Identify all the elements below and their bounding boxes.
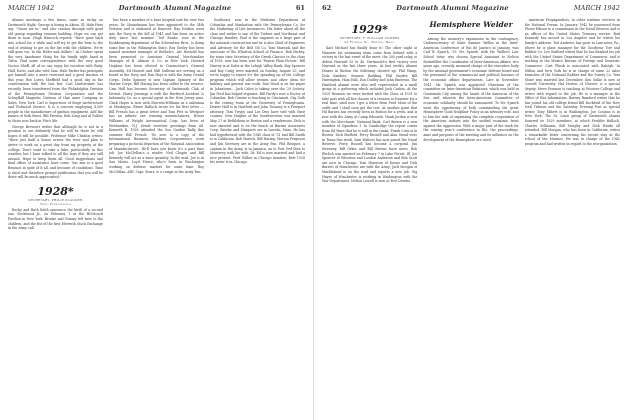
right-column-2 bbox=[423, 18, 518, 420]
right-month: MARCH 1942 bbox=[573, 4, 620, 12]
left-month: MARCH 1942 bbox=[8, 4, 55, 12]
left-column-1 bbox=[8, 18, 103, 420]
class-1928-secretary: SECRETARY, PHILIP KLAUDER bbox=[28, 197, 83, 202]
right-running-head bbox=[322, 4, 620, 18]
class-1929-heading bbox=[322, 24, 417, 44]
left-column-3 bbox=[210, 18, 305, 420]
right-col3-text: American Propagandists, in other wartime services in the National Forum. In January 1942 he possessed from Phone Edison to a commission in the Naval Reserve and is an officer of the United States Treasury service. Bud Kennedy has moved to Los Angeles and he writes his family's address. Ted Andrews has gone to Lancaster, Pa., where he is plant manager for the Goodyear Tire and Rubber Co. Lee Stafford writes that he has finished his job with the United States Department of Commerce, and is working in the Mexico Bureau of Foreign and Domestic Commerce. Cart Plinsk is associated with Raleigh. In Milton and New York he is in charge of some 22 sales branches of the National Rubber and the Surety Co. Tom Stone was married last December. Ken Sulke is now at Cornell University. Hal Horton of Chester is a special deputy. Steve Pousson is teaching at Wooster College and writes with regard to the job. He is a manager in the Office of War Information. Barney Rumford writes that he has joined his old college friend Bill Rockford of the New York Tribune and the Saturday Evening Post as special writer. Tony Ebbett is in Washington; Joe Cosinus is in New York. The St. Louis group of Dartmouth alumni honored its 1929 members, at which Freddie Hallock, Charles Sellmann, Bill Murphy and Dick Weeks all attended. Bill Morgan, who has been in California, writes a remarkable letter concerning his recent stay at the school of the Marines. He was in charge of the 1942 program and had written in regard to the reorganization. bbox=[524, 18, 620, 147]
left-col1-bottom-text: George Brevoort writes that although he is not in a position to see definitely that he will be there he still hopes it will be possible. Professor Mike Chealon writes: "Have just built a house across the river and plan to arrive to work on a great day from my property at the college. Don't want to take a hike, particularly in this weather, but I have talked to all the boys if they are still around. Hope to keep them all. Good suggestions and kind offers of assistance have come. Our aim is a good Reunion in spite of it all, and because of conditions. Time is short and therefore prompt notification that you will be there will be much appreciated." bbox=[8, 124, 103, 180]
class-1928-heading bbox=[8, 186, 103, 206]
left-col2-text: has been a member of a base hospital unit for over two years. Dr. Hasselmann has been appointed to the 34th Division and is stationed at Hanover. Ray Hodson went into the Navy in the fall of 1941 and has been on active duty since last summer. Ted Ranke, now in the bookkeeping department of the Schwartzer Bros., is doing some fine in the Wilmington State. Ray Seeley has been named assistant manager of Bullock's. Art Hassold has been promoted to Assistant General Merchandise Manager of B. Altman & Co. in New York. Howard Hopkins has been elected to Connecticut's General Assembly. Ed Hassett and Milt Sullivan are serving on a board in the Navy and Dan Hoyt is with the Army Dental Corps. Hebe Spinney is now Captain Spinney of the Marine Corps. Bill Haring has been called to the reserve. Cam Hall has become Secretary of Dartmouth Club of Detroit. Harry Jennings is with the Hartford Accident & Indemnity Co. as a special agent in the New Jersey area. Clark Hayes is now with Sherwin-Williams as a salesman at Muskegon. Elmer Hallock wrote it's his first letter — Bill French has a great letter and Tom Pett in Westport has an infinite one wearing nomenclatures. Howie Williams of Wright Aeronautical Corp. has been at Weehawken, N.J. Sends sweetest greetings from all. Kenneth B. 1928 attended the Sea Garden Rally this summer. Bill French: 'Go now to a copy of the International Business Machine Corporation's work preparing a pictorial depiction of the National Association of Manufacturers.' He'll have you know it's a part time job. Joe McClellan's a reader. Ned Chapin and Bill Kennedy will act as a more quantity. In the mail, Joe is in San Mateo. Loyd Pierce, who's been in Washington working on defense matters for some time. Roy McClellan, ARC Capt. Sears, is a cosign in the Army Fan. bbox=[109, 18, 204, 174]
left-col3-text: Southeast, now in the Medicine Department at Columbia and Manhattan with the Pennsylvania Co. for the Marketing of Life Insurances. His letter about all the class and rather is one of the Trident and Northeast and Chicago families. Paul is the engineer in a large part of the national construction and he is also Chief of Engineers and Advisory for the Bell Oil Co. Tom Marnick and the associate of the Wharton School of Finance. Bob Hickey, for some time Secretary of the Greek Classics in the class of 1928, now has been sent for 'Prairie Plain Fiction.' Bill Harvey is at Sales at the Lehigh Valley Bank. Ray Spencer and Ray Craig were married on Sunday, August 20, and we're happy to report it's the spending up of the College program which will allow women and other ideas for military and general war work. Dan Wood is on his paper in Johnstown... Jack Cabot is taking over the '29 Society. Jim Ford has helped organize. Bill Purdy's now a Doctor at Columbia. Bob Greene is teaching in Cincinnati. Gig Goth is the rowing team at the University of Pennsylvania. Dexter Hall is in Hartford and John Twomey is a Freeport attorney. Tom Twyny and Lor Deis have tied with their cousins. Now Hughes of the Southwestern was married May 27 at Bethlehem in Boston and a rendezvous, Dick is now married and is on the beach at Barnes Associates Corp. Brooke and Margaret are in Lincoln, Mass. He has had hypothetical with the 1940 class of '31 and Bill Smith is in California. Bob Wareck, Bill Haring, Morton Ferguson and Jim Sweeney are in the Army Fan. Phil Bosquet, a captain in the Army, is in Jamaica, on to Fort Ord then to Monterey with his wife. Dr. Ed is now married and had a nice present. Fred Wilber in Chicago Aviation; Bert 1928 his sister is in Chicago. bbox=[210, 18, 305, 165]
class-1928-address: Troy, Pennsylvania bbox=[39, 201, 72, 206]
left-magazine-name: Dartmouth Alumni Magazine bbox=[118, 4, 232, 12]
left-column-2 bbox=[109, 18, 204, 420]
class-year-1929: 1929* bbox=[351, 23, 388, 36]
class-1929-secretary: SECRETARY, F. WILLIAM ANDRES bbox=[339, 36, 400, 40]
right-col1-text: Karl Michael has finally done it! The other night at Hanover his swimming team come from behind with a victory in the last event of the meet, the 300 yard relay, to defeat Harvard 35 to 40. Dartmouth's first victory over Harvard in the last three years. At last week's Alumni Dinner in Boston the following showed up: Phil Stimp, Dick Sanders, Sumner Redding, Phil Snyder, Bill Harrington, Ham Hall, Don Dudley and John Emerson. The Hartford alumni were also well represented in a small group at a gathering which included Jack Cashin. At the 1929 Reunion we were invited with the Class of 1931 to take part with all five classes of a reunion at Hanover for a real time, until now I get a letter from Fred Moss of the outfit and I shall soon get the rest. At another point that Hil Barnes has recently been in Boston for a week, and is now with the Army at Camp Edwards. Hank Jordan is now with the Merchants' National Bank, Carl Brown is a new member of Squadron 1. In Cambridge the report comes from Ed Ware that he is still in the ranks. Frank Cone is in Boston. Dick Stafford, Percy Russell and Alan Stead were in Texas this week. Sam Walters has now joined the Naval Reserve, Percy Russell has become a corporal. Jim Sweeney, Bill Orkin and Bill Berens have news. Bob Ehrlich was married on February 7 in Lake Forest, Ill. Joe Spencer of Wheaton and Loudon Anderson and Bob Scott are now in Chicago. Tom Harrison of Keene and Dick Barrett of Manchester are with the Army; Jack Morgan of Marblehead is on the road and reports a new job. Gig Hayes of Winchester is working in Washington with the War Department. Nelson Lowell is now at Fort Devens. bbox=[322, 46, 418, 184]
right-col2-text: Among the memory's expansions in the contingency, Undersecretary of State Sumner Welles in the Inter-American Conference of Rio de Janeiro in January, was Carl B. Spaeth, '29. Mr. Spaeth, with Mr. Welles's Law School tutor, was chosen Special Assistant to Nelson Rockefeller the Coordinator of Inter-American Affairs, two years ago, recently assumed charge of the executive body by the national government's economic defense board and the personnel of the commercial and political bureaus of the economic affairs departments. Late in November 1941, Mr. Spaeth was appointed Chairman of the committee on Inter-American Relations, which was held in Guatemala City among the heads of the Americas of the Sea, and wherein the Inter-American Committee of economic solidarity should be announced. To Mr. Spaeth went the opportunity of both commanding the great Hemisphere Good Neighbor Policy in an advisory role, and to him the task of organizing the complete cooperation of the American nations into the unified economic front against the aggression. With a major part of the work for the coming year's conference in Rio, the proceedings, aims and purposes of the meeting and its influence on the development of the Hemisphere are cited. bbox=[423, 36, 519, 142]
right-magazine-name: Dartmouth Alumni Magazine bbox=[396, 4, 509, 12]
feature-rule bbox=[429, 33, 512, 34]
right-column-3 bbox=[525, 18, 620, 420]
right-columns bbox=[322, 18, 620, 420]
left-columns bbox=[8, 18, 305, 420]
left-page-number: 61 bbox=[295, 4, 305, 12]
feature-title: Hemisphere Welder bbox=[429, 20, 513, 29]
right-page-number: 62 bbox=[322, 4, 332, 12]
right-page bbox=[314, 0, 628, 420]
right-column-1 bbox=[322, 18, 417, 420]
left-col1-top-text: Alumni meetings a few times, same as ex-lay on Dartmouth Night, George is hiring in Akron, Ill. Hale Hess say: "Guess me in," and also crashes through with good old gossip regarding reunion building. Hope we can get them in soon. Hugh Hancock reports: "Have gone back into school for a while and will try to get the bear to the end of wishing to get on the list with the children. We're still gone too. In the Hitler and dollars." At Chalvor spent the very handsome thing for his family right hand in Tulsa. Had some correspondence with the very good Doctor Sheff, all of us can enjoy his vacation with Rudy, Hall, Davis, and also with Sam. Hale Parker has principals got himself into a more reverend and a good fraction of this year. But Loren Sheffield had a good day in the conversation with the last few. Carl Lindstromer has recently been transferred from the Philadelphia Division of the Pennsylvania Division Corporation and the Schuylkill Magnetic Division of that same Company as Sales. New York. Carl is Supervisor of Stage Architecture and Technical Service. It is a concern employing 4,500 people in the manufacture of ignition equipment. Add the names of Seth Brest, Bill Preston, Bob Long and Al Fulder to those now back in Fitz's life. bbox=[8, 18, 103, 124]
class-1929-address: 23 Federal St., Boston, Mass. bbox=[344, 40, 396, 44]
class-year-1928: 1928* bbox=[37, 184, 74, 198]
left-col1-after-text: Rocky and Ruth Keith announce the birth of a second son, Rockwood Jr., on February 1 at the Hitchcock Pavilion in New York. Brooke and Tommy left here to the children, and the fist of the first Eleventh Stock Exchange in the Army call. bbox=[8, 207, 103, 231]
left-running-head bbox=[8, 4, 305, 18]
